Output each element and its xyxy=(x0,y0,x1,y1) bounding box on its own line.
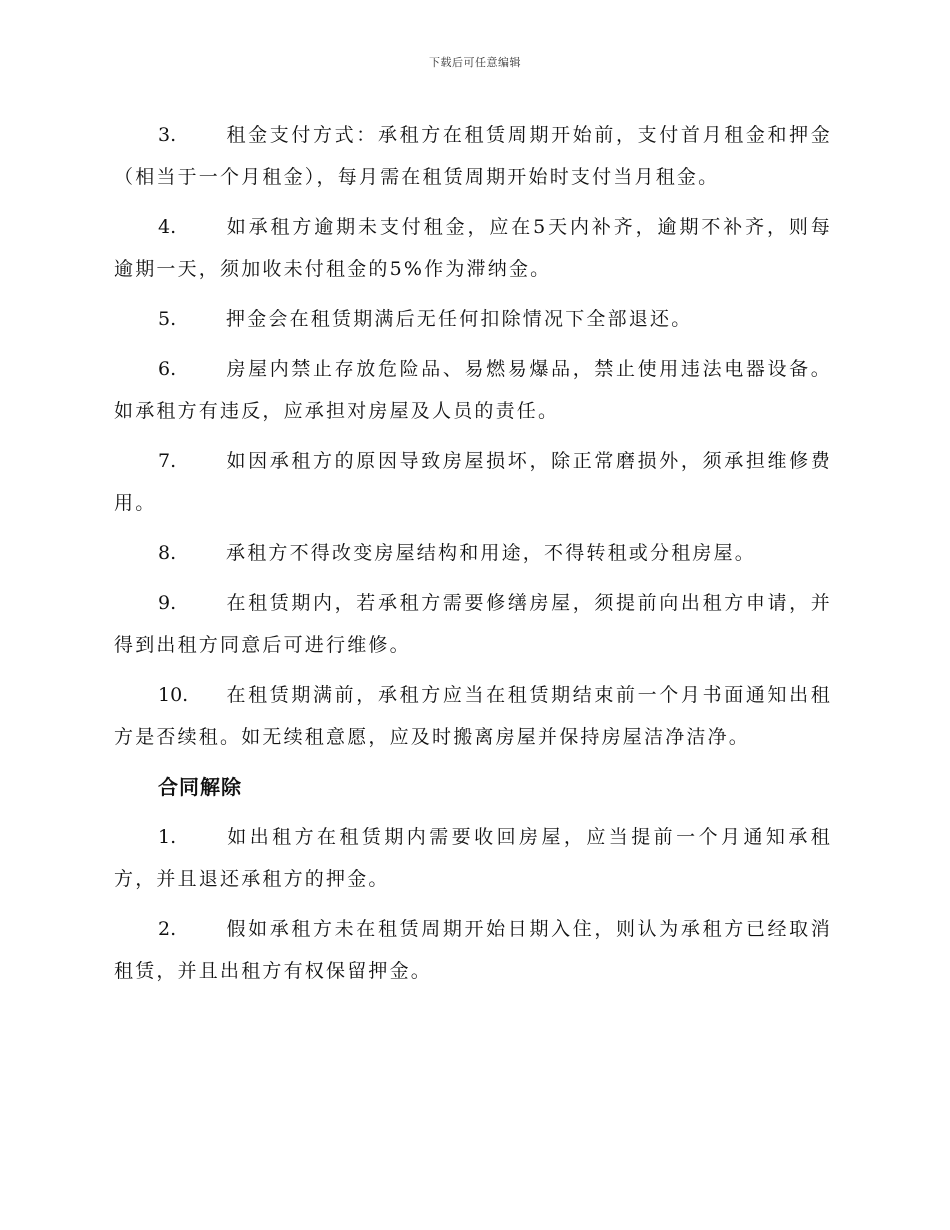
clause-number: 9. xyxy=(158,592,177,614)
clause-5 xyxy=(114,298,832,340)
clause-text: 在租赁期满前，承租方应当在租赁期结束前一个月书面通知出租方是否续租。如无续租意愿，应及时搬离房屋并保持房屋洁净洁净。 xyxy=(114,684,832,748)
clause-10 xyxy=(114,674,832,758)
section-title: 合同解除 xyxy=(158,775,242,799)
clause-number: 7. xyxy=(158,450,177,472)
page-header: 下载后可任意编辑 xyxy=(429,56,521,69)
clause-6 xyxy=(114,348,832,432)
clause-text: 押金会在租赁期满后无任何扣除情况下全部退还。 xyxy=(226,308,693,330)
clause-text: 假如承租方未在租赁周期开始日期入住，则认为承租方已经取消租赁，并且出租方有权保留押金。 xyxy=(114,918,832,982)
document-body xyxy=(114,114,832,1000)
clause-number: 6. xyxy=(158,358,177,380)
clause-number: 5. xyxy=(158,308,177,330)
clause-text: 如出租方在租赁期内需要收回房屋，应当提前一个月通知承租方，并且退还承租方的押金。 xyxy=(114,826,832,890)
clause-number: 1. xyxy=(158,826,177,848)
clause-number: 4. xyxy=(158,216,177,238)
clause-4 xyxy=(114,206,832,290)
clause-3 xyxy=(114,114,832,198)
clause-text: 租金支付方式：承租方在租赁周期开始前，支付首月租金和押金（相当于一个月租金），每月需在租赁周期开始时支付当月租金。 xyxy=(114,124,832,188)
clause-text: 承租方不得改变房屋结构和用途，不得转租或分租房屋。 xyxy=(226,542,757,564)
clause-9 xyxy=(114,582,832,666)
clause-text: 如因承租方的原因导致房屋损坏，除正常磨损外，须承担维修费用。 xyxy=(114,450,832,514)
clause-text: 房屋内禁止存放危险品、易燃易爆品，禁止使用违法电器设备。如承租方有违反，应承担对房屋及人员的责任。 xyxy=(114,358,832,422)
clause-text: 在租赁期内，若承租方需要修缮房屋，须提前向出租方申请，并得到出租方同意后可进行维修。 xyxy=(114,592,832,656)
clause-number: 10. xyxy=(158,684,189,706)
clause-8 xyxy=(114,532,832,574)
clause-number: 8. xyxy=(158,542,177,564)
clause-7 xyxy=(114,440,832,524)
clause-text: 如承租方逾期未支付租金，应在5天内补齐，逾期不补齐，则每逾期一天，须加收未付租金的5%作为滞纳金。 xyxy=(114,216,832,280)
clause-number: 2. xyxy=(158,918,177,940)
clause-number: 3. xyxy=(158,124,177,146)
termination-clause-2 xyxy=(114,908,832,992)
termination-clause-1 xyxy=(114,816,832,900)
